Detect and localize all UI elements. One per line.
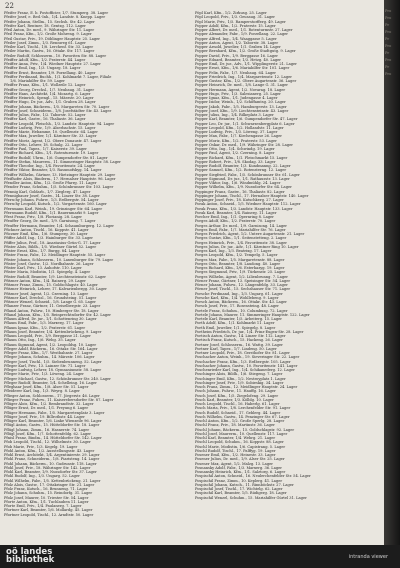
edge-line: Pro <box>385 9 392 13</box>
directory-entry: Pfersmann Rudolf, Kfm., 1/1. Bauernmarkt 9. Lager <box>4 210 99 215</box>
directory-entry: Pfleger Johann, Schuhm., 14. Märzstr. 106. Lager <box>4 355 95 360</box>
directory-entry: Pfeiffer Josef, Schneiderm., 1/8. Josefstädter Str. 43. Lager <box>4 108 112 113</box>
edge-line: Pro <box>385 30 392 34</box>
directory-entry: Posch Leopold, Tischl., 16. Haberlg. 61. Lager <box>195 402 280 406</box>
directory-entry: Pfichner Anton, Tischl., 16. Koppstr. 41. Lager <box>4 227 89 232</box>
directory-entry: Pflaum Josef, Beamter, 1/4. Kettenbrückeng. 9. Lager <box>4 329 102 334</box>
directory-entry: Pfohl Johann, Bäckerm., 10. Gudrunstr. 118. Lager <box>4 461 97 466</box>
directory-entry: Popper Ignaz, Kfm., 1/1. Judengasse 4. Lager <box>195 96 278 100</box>
directory-entry: Pfeiffer Richard, Kfm., 1/1. Rotenturmstr. 19. Lager <box>4 151 99 156</box>
directory-entry: Pfennigbauer Josef, Gastw., 14. Linzer Str. 38. Lager <box>4 193 100 198</box>
directory-entry: Popper Eduard, Beamter, 1/3. Hetzg. 40. Lager <box>195 57 281 62</box>
directory-entry: Portner Karl, Tapez., 1/7. Lindeng. 50. Lager <box>195 346 277 351</box>
directory-entry: Porsch Josef, Priv., 17. Rosensteing. 48. Lager <box>195 304 279 309</box>
directory-entry: Porcher Emil, Ing., 1/1. Opernring 8. Lager <box>195 215 274 219</box>
directory-entry: Popper Hugo, Priv., 1/3. Salesianerg. 25. Lager <box>195 91 281 96</box>
edge-line: Pro <box>385 72 392 76</box>
directory-entry: Pfeiffer Adolf, Kfm., 1/2. Praterstr. 44. Lager <box>4 57 86 62</box>
directory-entry: Pficzner Emil, Kfm., 1/6. Stumperg. 30. Lager <box>4 232 88 236</box>
directory-entry: Popper Ludwig, Priv., 1/3. Löweng. 37. Lager <box>195 130 278 134</box>
directory-entry: Pflieger Franz, Fuhrw., 11. Kaiserebersdorfer Str. 87. Lager <box>4 397 114 402</box>
directory-entry: Pfeuffer Georg, Dr. med., 1/9. Garnisong. 7. Lager <box>4 219 96 224</box>
directory-entry: Porges Karl, Ing., 1/3. Beatrixg. 17. Lager <box>195 249 272 253</box>
directory-entry: Porak Anton, Schneid., 1/5. Wiedner Hauptstr. 112. Lager <box>195 202 301 207</box>
directory-entry: Porges Friedrich, Agent, 1/2. Untere Augartenstr. 21. Lager <box>195 232 305 236</box>
directory-entry: Pfeiler Rudolf, Schlosserm., 10. Favoriten Str. 88. Lager <box>4 53 107 58</box>
directory-entry: Poschl Anton, Kfm., 1/2. Große Sperlg. 28. Lager <box>195 419 285 423</box>
directory-entry: Portisch Franz, Kutsch., 15. Hackeng. 26. Lager <box>195 338 283 343</box>
directory-entry: Pfeiler Martin, Gastw., 16. Ottakr. Str. 117. Lager <box>4 49 95 54</box>
directory-entry: Pfeiffer Otto, Lehrer, 18. Schulg. 22. Lager <box>4 142 83 147</box>
directory-entry: Pflaum Ignaz, Kfm., 1/2. Praterstr. 61. Lager <box>4 325 86 330</box>
directory-entry: Pflaum Sigmund, Agent, 1/2. Leopoldsg. 10. Lager <box>4 342 97 347</box>
directory-entry: Pfolz Alois, Gastw., 17. Ottakringer Str. 21. Lager <box>4 482 95 487</box>
directory-entry: Pfohl Karl, Beamter, 1/9. Nussdorfer Str. 37. Lager <box>4 470 97 474</box>
directory-entry: Pfeiffer Leopold, Fleischh., 1/3. Landstr. Hauptstr. 94. Lager <box>4 121 115 126</box>
directory-entry: Popper Leopold, Kfm., 1/2. Hollandstr. 11. Lager <box>195 125 284 130</box>
directory-entry: Pferschy Leopold, Kutsch., 1/2. Vorgartenstr. 160. Lager <box>4 202 107 207</box>
directory-entry: Pfeiffer Julius, Fabr., 1/2. Taborstr. 52. Lager <box>4 113 86 117</box>
directory-entry: Pfolz Josef, Maurer, 10. Triester Str. 54. Lager <box>4 495 89 500</box>
directory-entry: Porges Wilhelm, Agent, 1/2. Lilienbrunng. 7. Lager <box>195 274 288 279</box>
directory-entry: Pflaum Leopold, Priv., 1/9. Berggasse 21. Lager <box>4 334 91 338</box>
directory-entry: Pfitzner Josef, Agent, 1/2. Czerning. 13. Lager <box>4 291 89 296</box>
directory-entry: Pfitzner Heinrich, Lehrer, 17. Kalvarienbergg. 30. Lager <box>4 287 107 292</box>
directory-entry: Pöschl Josef, Maurerm., 10. Quellenstr. 117. Lager <box>195 431 288 436</box>
directory-entry: Porges Richard, Kfm., 1/6. Esterhazyg. 19. Lager <box>195 266 285 270</box>
directory-entry: Posch Maria, Priv., 1/8. Lerchenfelder Str. 91. Lager <box>195 406 291 411</box>
directory-entry: Pfister Rudolf, Beamter, 1/9. Liechtensteinstr. 62. Lager <box>4 274 106 279</box>
directory-entry: Pfohl Rudolf, Ing., 1/3. Ungarg. 52. Lager <box>4 474 80 479</box>
directory-entry: Pfeiffer Ernst, Beamter, 1/9. Porzellang. 40. Lager <box>4 70 96 75</box>
directory-entry: Pfister Maria, Modistin, 1/1. Spiegelg. 4. Lager <box>4 270 91 275</box>
directory-entry: Pfeiffer Heinrich, Spengl., 15. Märzstr. 20. Lager <box>4 96 94 100</box>
directory-entry: Posch Josef, Kfm., 1/5. Ziegelofeng. 29. Lager <box>195 393 279 398</box>
directory-entry: Popper Felix, Fabr., 1/7. Neubaug. 64. Lager <box>195 70 277 75</box>
adjacent-page-text <box>385 8 391 78</box>
directory-entry: Pfeiffer Emil, Ing., 1/3. Ungarg. 18. Lager <box>4 66 81 71</box>
directory-entry: Pfeil Gustav, Priv., 19. Döblinger Hauptstr. 25. Lager <box>4 36 101 41</box>
directory-entry: Pospischil Wenzel, Schuhm., 15. Mariahilfer Gürtel 31. Lager <box>195 495 307 500</box>
directory-entry: Posener Max, Agent, 1/2. Malzg. 13. Lager <box>195 461 273 466</box>
directory-entry: Porges Max, Fabr., 1/5. Margaretenstr. 88. Lager <box>195 257 285 262</box>
directory-entry: Pörner Johann, Fuhrw., 12. Längenfeldg. 33. Lager <box>195 283 288 287</box>
directory-entry: Pfeiffer Paul, Tapez., 1/7. Kaiserstr. 39. Lager <box>4 147 87 151</box>
directory-entry: Popper Wilhelm, Kfm., 1/9. Nussdorfer Str. 64. Lager <box>195 185 292 190</box>
directory-entry: Pfolz Johann, Schuhm., 15. Reindorfg. 31. Lager <box>4 491 93 496</box>
directory-entry: Posch Johann, Fuhrw., 11. Hauffg. 16. Lager <box>195 389 276 394</box>
directory-entry: Pfeifer Karl, Rentner, 18. Gentzg. 112. Lager <box>4 23 86 28</box>
directory-entry: Pfiffer Adolf, Ing., 1/3. Hainburger Str. 33. Lager <box>4 236 93 241</box>
directory-entry: Popper Alexander, Fabr., 1/9. Porzellang. 22. Lager <box>195 32 288 37</box>
directory-entry: Pöschl Marie, Modistin, 1/6. Capistrang. 5. Lager <box>195 444 286 449</box>
directory-entry: Popper Albert, Dr. med., 1/1. Rotenturmstr. 27. Lager <box>195 28 293 32</box>
directory-entry: Pöschl Leopold, Schuhm., 16. Koppstr. 88. Lager <box>195 440 284 445</box>
edge-line: Pro <box>385 58 392 62</box>
directory-entry: Popper Julius, Ing., 1/4. Rilkeplatz 3. Lager <box>195 113 274 117</box>
directory-entry: Pörner Franz, Gärtner, 13. Speisinger Str. 54. Lager <box>195 278 291 283</box>
directory-entry: Pfeiffer Moriz, Agent, 1/2. Obere Donaustr. 47. Lager <box>4 138 102 143</box>
directory-entry: Pfleger Josef, Tischl., 1/5. Siebenbrunneng. 52. Lager <box>4 359 102 364</box>
directory-entry: Posener Emil, Kfm., 1/2. Heinestr. 33. Lager <box>195 453 276 457</box>
right-column <box>195 11 380 539</box>
edge-line: Pro <box>385 16 392 20</box>
directory-entry: Pöpl Leopold, Priv., 1/3. Geusaug. 31. Lager <box>195 15 276 20</box>
directory-entry: Pflaum Emil, Fabr., 1/3. Marxerg. 17. Lager <box>4 321 84 326</box>
viewer-footer <box>0 545 400 568</box>
directory-entry: Porak Karl, Beamter, 1/4. Rainerg. 11. Lager <box>195 210 277 215</box>
directory-entry: Portisch Anton, Gastw., 14. Linzer Str. 112. Lager <box>195 334 286 338</box>
directory-entry: Pöschl Johann, Bäckerm., 15. Goldschlagstr. 92. Lager <box>195 427 295 432</box>
directory-entry: Pfeiffer Hugo, Dr. jur., Adv., 1/1. Graben 28. Lager <box>4 100 96 105</box>
directory-entry: Pfohl Franz, Schneiderm., 1/8. Piaristeng. 14. Lager <box>4 457 100 462</box>
directory-entry: Pflüger Hermann, Fabr., 1/5. Margaretenplatz 3. Lager <box>4 410 105 415</box>
directory-entry: Pfeiffer Karl, Gastw., 16. Thaliastr. 36. Lager <box>4 117 86 122</box>
directory-entry: Popper Bernhard, Kfm., 1/2. Große Stadtgutg. 9. Lager <box>195 49 296 54</box>
directory-entry: Posch Karl, Beamter, 1/3. Kölblg. 10. Lager <box>195 397 274 402</box>
directory-entry: Pfendler Anton, Kfm., 1/2. Große Pfarrg. 11. Lager <box>4 181 97 185</box>
directory-entry: Pferschy Johann, Fuhrw., 1/3. Erdbergstr. 54. Lager <box>4 198 99 202</box>
directory-entry: Poppinger Johann, Tischl., 17. Hernalser Hauptstr. 140. Lager <box>195 193 309 198</box>
directory-entry: Popper Samuel, Kfm., 1/2. Rotensterng. 12. Lager <box>195 168 287 173</box>
directory-entry: Pospischil Karl, Beamter, 1/5. Rüdigerg. 18. Lager <box>195 491 287 496</box>
directory-entry: Pospischil Johann, Kutsch., 11. Rinnböckstr. 27. Lager <box>195 482 294 487</box>
directory-entry: Poschenrieder Karl, Ing., 1/4. Schikanederg. 12. Lager <box>195 368 295 372</box>
directory-entry: Pflieger Anton, Schlosserm., 17. Jörgerstr. 46. Lager <box>4 393 100 398</box>
directory-entry: Pfister Alois, Bildh., 1/5. Wiedner Gürtel 52. Lager <box>4 244 97 249</box>
directory-entry: Porges Julius, Dr. jur., Adv., 1/1. Kärntner Ring 10. Lager <box>195 244 299 249</box>
directory-entry: Posnansky Heinrich, Kfm., 1/1. Salztorg. 6. Lager <box>195 470 286 474</box>
directory-entry: Pforte Emil, Priv., 1/4. Paulanerg. 7. Lager <box>4 504 82 508</box>
directory-entry: Popper Jakob, Fabr., 1/5. Hamburgerstr. 13. Lager <box>195 104 287 109</box>
edge-line: Pr <box>385 51 390 55</box>
edge-line: Pr <box>385 23 390 27</box>
directory-entry: Porsche Ferdinand, Ing., 1/3. Ungarg. 61. Lager <box>195 291 283 296</box>
directory-entry: Poschacher Johann, Gastw., 10. Favoritenstr. 141. Lager <box>195 363 298 368</box>
directory-entry: Pfeiffer Marie, Hebamme, 10. Quellenstr. 64. Lager <box>4 130 99 134</box>
directory-entry: Pfeifer Johann, Stellm., 15. Sechsh. Str. 42. Lager <box>4 19 95 24</box>
directory-entry: Pfleger Ludwig, Lehrer, 18. Gymnasiumstr. 58. Lager <box>4 368 102 372</box>
directory-entry: Pfennig Karl, Goldarb., 1/7. Zieglerg. 47. Lager <box>4 189 91 194</box>
directory-entry: Pfleger Franz, Kfm., 1/7. Westbahnstr. 27. Lager <box>4 351 93 355</box>
directory-entry: Pfest Franz, Priv., 1/8. Florianig. 28. Lager <box>4 215 82 219</box>
directory-entry: Popper Oskar, Dr. med., 1/9. Währinger Str. 28. Lager <box>195 142 293 147</box>
directory-entry: Pflüger Josef, Priv., 19. Billrothstr. 44. Lager <box>4 414 85 419</box>
directory-entry: Portele Johann, Maurer, 11. Simmeringer Hauptstr. 122. Lager <box>195 312 310 317</box>
directory-entry: Pfister Ernst, Kfm., 1/7. Burgg. 84. Lager <box>4 249 80 253</box>
directory-entry: Portner Josef, Schlosserm., 16. Wattg. 39. Lager <box>195 342 283 347</box>
directory-entry: Portner Leopold, Priv., 18. Gersthofer Str. 81. Lager <box>195 351 290 355</box>
directory-entry: Popper Emil, Dr. jur., Adv., 1/1. Wipplingerstr. 21. Lager <box>195 62 297 66</box>
directory-entry: Pfeiffer Max, Juwelier, 1/1. Kärntner Str. 33. Lager <box>4 134 97 139</box>
directory-entry: Popper Paul, Agent, 1/2. Czerning. 8. Lager <box>195 151 275 156</box>
directory-entry: Pfitzner Wenzel, Schneid., 1/8. Lange G. 65. Lager <box>4 300 96 304</box>
directory-entry: Pfeiffer Stefan, Maurerm., 11. Simmeringer Hauptstr. 58. Lager <box>4 159 121 164</box>
directory-entry: Porges Adolf, Kfm., 1/2. Praterstr. 70. Lager <box>195 219 276 224</box>
directory-entry: Pfnisl Franz, Bindm., 14. Hütteldorfer Str. 142. Lager <box>4 436 102 440</box>
directory-entry: Pfohl Anton, Kfm., 1/2. Ausstellungsstr. 43. Lager <box>4 448 95 453</box>
directory-entry: Pfeiler Karl, Tischl., 1/8. Lerchenf. Str. 33. Lager <box>4 45 94 49</box>
directory-entry: Popper Adolf, Kfm., 1/2. Praterstr. 15. Lager <box>195 23 276 28</box>
left-column <box>4 11 189 539</box>
directory-entry: Pöpl Marie, Priv., 1/5. Ramperstorfferg. 49. Lager <box>195 19 286 24</box>
directory-entry: Pfitzner Karl, Drechsl., 16. Grundsteing. 51. Lager <box>4 295 97 300</box>
directory-entry: Pfersmann Karl, Weinh., 19. Grinzinger Str. 64. Lager <box>4 206 103 211</box>
directory-entry: Pfister Josef, Gastw., 1/2. Nordbahnstr. 26. Lager <box>4 261 94 266</box>
directory-entry: Pfleger Rudolf, Beamter, 1/4. Schelleing. 16. Lager <box>4 380 97 385</box>
directory-entry: Pflügl Anton, Gastw., 15. Hütteldorfer Str. 18. Lager <box>4 423 100 428</box>
directory-entry: Posnansky Adolf, Fabr., 1/3. Marxerg. 36. Lager <box>195 465 282 470</box>
adjacent-page-edge <box>384 0 400 545</box>
directory-entry: Pfeiffer Wilhelm, Gärtner, 13. Hietzinger Hauptstr. 29. Lager <box>4 172 116 177</box>
directory-entry: Porth Adolf, Kfm., 1/1. Kohlmarkt 11. Lager <box>195 321 275 326</box>
directory-entry: Pfohl Josef, Priv., 18. Währinger Str. 142. Lager <box>4 465 91 470</box>
directory-entry: Porges Emil, Fabr., 1/7. Mariahilfer Str. 76. Lager <box>195 227 286 232</box>
directory-entry: Porsch Anton, Bäckerm., 16. Ottakr. Str. 43. Lager <box>195 300 287 304</box>
edge-line: Pro <box>385 44 392 48</box>
directory-entry: Popper Leo, Dr. jur., 1/1. Schwarzenbergplatz 6. Lager <box>195 121 295 126</box>
directory-entry: Popper Alfred, Ing., 1/4. Waaggasse 5. Lager <box>195 36 277 41</box>
directory-entry: Portele Franz, Schuhm., 10. Columbusg. 72. Lager <box>195 308 288 313</box>
directory-entry: Pöschl Franz, Priv., 18. Martinstr. 36. Lager <box>195 423 275 428</box>
directory-entry: Pfolz Franz, Kutsch., 16. Brunneng. 71. Lager <box>4 487 88 491</box>
directory-entry: Pfob Leopold, Tischl., 12. Wilhelmstr. 30. Lager <box>4 440 91 445</box>
directory-entry: Popper Isidor, Weinh., 1/2. Schiffamtsg. 20. Lager <box>195 100 286 105</box>
directory-entry: Popper Viktor, Ing., 1/6. Windmühlg. 24. Lager <box>195 181 281 185</box>
directory-entry: Pfleger Adolf, Bäckerm., 16. Ottakr. Str. 164. Lager <box>4 346 98 351</box>
directory-entry: Porth Emil, Juwelier, 1/1. Spiegelg. 8. Lager <box>195 325 276 330</box>
directory-entry: Popper David, Priv., 1/9. Berggasse 16. Lager <box>195 53 278 58</box>
directory-entry: Pfeiffer Ludwig, Priv., 1/9. Alserbachstr. 15. Lager <box>4 125 96 130</box>
directory-entry: Pospischil Josef, Tischl., 17. Wichtelg. 62. Lager <box>195 487 283 491</box>
directory-entry: Popper Richard, Kfm., 1/1. Fleischmarkt 15. Lager <box>195 155 288 160</box>
directory-entry: Porges Otto, Beamter, 1/8. Laudong. 40. Lager <box>195 261 281 266</box>
directory-entry: Porges Gustav, Kfm., 1/1. Seitenstetteng. 2. Lager <box>195 236 287 241</box>
directory-entry: Popper Siegfried, Fabr., 1/5. Schönbrunner Str. 61. Lager <box>195 172 300 177</box>
directory-entry: Popper Josef, Kfm., 1/9. Liechtensteinstr. 43. Lager <box>195 108 289 113</box>
directory-entry: Pfeiffer Anna, Priv., 1/4. Wiedner Hauptstr. 27. Lager <box>4 62 101 66</box>
directory-entry: Popper Karl, Beamter, 1/6. Gumpendorfer Str. 47. Lager <box>195 117 298 122</box>
directory-entry: Pforte Anton, Kfm., 1/1. Tuchlauben 11. Lager <box>4 499 89 504</box>
directory-entry: Poschinger Josef, Priv., 1/9. Sobieskig. 34. Lager <box>195 380 284 385</box>
directory-entry: Popper Arnold, Juwelier, 1/1. Graben 14. Lager <box>195 45 281 49</box>
directory-entry: Pöschl Rudolf, Tischl., 17. Palffyg. 19. Lager <box>195 448 276 453</box>
directory-entry: Pfeiffer Viktor, Beamter, 1/3. Rasumofskyg. 14. Lager <box>4 168 102 173</box>
directory-entry: Pospischil Anton, Schneid., 16. Neulerchenfelder Str. 54. Lager <box>195 474 311 479</box>
directory-entry: Pfleger Karl, Priv., 13. Lainzer Str. 71. Lager <box>4 363 86 368</box>
directory-entry: Popper Friedrich, Ing., 1/4. Margaretenstr. 12. Lager <box>195 74 292 79</box>
directory-entry: Pfeifer Josef, e. Bed.-Inh., 1/4. Landstr. 8. Knepp. Lager <box>4 15 106 20</box>
directory-entry: Porges Siegmund, Priv., 1/9. Türkenstr. 25. Lager <box>195 270 286 275</box>
page-number: 22 <box>5 2 14 10</box>
edge-line: Pr <box>385 37 390 41</box>
directory-entry: Pospischil Franz, Zimm., 10. Keplerg. 41. Lager <box>195 478 283 483</box>
directory-entry: Pfeiffer Georg, Drechsl., 1/7. Neubaug. 31. Lager <box>4 87 95 92</box>
directory-entry: Pfiffer Julius, Prof., 18. Anastasius-Grün-G. 17. Lager <box>4 240 101 245</box>
directory-entry: Pfeiffer Theodor, Ing., 1/4. Favoritenstr. 24. Lager <box>4 164 95 168</box>
directory-entry: Posch Rudolf, Schneid., 17. Geblerg. 44. Lager <box>195 410 281 415</box>
directory-entry: Pöpl Karl, Kfm., 1/2. Zirkusg. 25. Lager <box>195 11 267 15</box>
directory-entry: Portele Karl, Beamter, 1/5. Arbeiterg. 15. Lager <box>195 317 282 321</box>
directory-entry: Pfeiffer Franz, Kfm., 1/1. Wollzeile 12. Lager <box>4 83 86 88</box>
directory-entry: Pfister Johann, Schlosserm., 10. Laxenburger Str. 79. Lager <box>4 257 114 262</box>
directory-entry: Poppinger Franz, Gastw., 16. Thaliastr. 82. Lager <box>195 189 285 194</box>
directory-entry: Pflüger Karl, Beamter, 1/6. Linke Wienzeile 96. Lager <box>4 419 102 423</box>
directory-entry: Pfeifhofer Alois, Binderm., 17. Hernalser Hauptstr. 96. Lager <box>4 176 116 181</box>
directory-entry: Pfeifer Franz, E. b. Postofficier, 1/7. Stumperg. 38. Lager <box>4 11 109 15</box>
directory-entry: Posch Wilhelm, Gastw., 14. Penzinger Str. 67. Lager <box>195 414 290 419</box>
directory-entry: Poschinger Emil, Kfm., 1/2. Nestroyplatz 1. Lager <box>195 376 286 381</box>
directory-entry: Pfleiderer Karl, Ing., 1/3. Weyrg. 8. Lager <box>4 389 80 394</box>
directory-entry: Pflaum Otto, Ing., 1/6. Webg. 35. Lager <box>4 338 76 343</box>
directory-entry: Pfohl Wilhelm, Fabr., 1/5. Kettenbrückeng. 21. Lager <box>4 478 101 483</box>
logo-line-1: oö landes <box>6 547 53 557</box>
directory-entry: Porak Franz, Kfm., 1/3. Landstr. Hauptstr. 133. Lager <box>195 206 293 211</box>
directory-entry: Pflüger Alois, Kfm., 1/2. Rembrandtstr. 32. Lager <box>4 402 94 406</box>
directory-entry: Pfeil Franz, Kfm., 1/2. Große Mohreng. 9. Lager <box>4 32 92 37</box>
directory-entry: Popper Hermann, Agent, 1/2. Novarag. 18. Lager <box>195 87 286 92</box>
directory-entry: Pfob Marie, Priv., 1/3. Kegelg. 19. Lager <box>4 444 78 449</box>
directory-entry: Popper Ernst, Kfm., 1/6. Mariahilfer Str. 101. Lager <box>195 66 290 71</box>
directory-entry: Popper Robert, Priv., 1/8. Skodag. 33. Lager <box>195 159 276 164</box>
directory-entry: Popper Moriz, Kfm., 1/2. Praterstr. 53. Lager <box>195 138 277 143</box>
directory-entry: Posch Franz, Zimm., 12. Meidlinger Hauptstr. 24. Lager <box>195 385 298 389</box>
directory-entry: Pfister Franz, Fabr., 12. Meidlinger Hauptstr. 55. Lager <box>4 253 106 258</box>
directory-entry: Popper Gustav, Kfm., 1/2. Obere Augartenstr. 36. Lager <box>195 79 297 83</box>
directory-entry: Pfeiffer Johann, Bäckerm., 1/5. Margareten Str. 70. Lager <box>4 104 110 109</box>
directory-entry: Pfleger Michael, Gastw., 12. Schönbrunner Str. 240. Lager <box>4 376 111 381</box>
directory-entry: Pfleghaar Josef, Kfm., 1/8. Alser Str. 51. Lager <box>4 385 89 389</box>
directory-entry: Popper Max, Fabr., 1/7. Kirchengasse 26. Lager <box>195 134 282 139</box>
directory-entry: Pflüger Ernst, Dr. med., 1/1. Freyung 6. Lager <box>4 406 89 411</box>
directory-entry: Pfister Karl, Priv., 13. Auhofstr. 110. Lager <box>4 266 82 270</box>
directory-entry: Pfortner Karl, Beamter, 1/6. Mollardg. 45. Lager <box>4 508 93 513</box>
directory-entry: Poschacher Anton, Weinh., 19. Sieveringer Str. 22. Lager <box>195 355 300 360</box>
directory-entry: Pfeiffer Rudolf, Uhrm., 1/6. Gumpendorfer Str. 81. Lager <box>4 155 108 160</box>
directory-entry: Pflügl Josef, Kfm., 1/7. Schottenfeldg. 62. Lager <box>4 431 92 436</box>
directory-entry: Porges Arthur, Dr. med., 1/9. Garnisong. 14. Lager <box>195 223 288 228</box>
directory-entry: Portheim Friedrich, Dr. jur., 1/4. Prinz-Eugen-Str. 28. Lager <box>195 329 304 334</box>
edge-line: Pr <box>385 65 390 69</box>
directory-entry: Pöschl Karl, Beamter, 1/4. Wehrg. 21. Lager <box>195 436 276 440</box>
library-logo[interactable] <box>6 548 54 564</box>
directory-entry: Popper Sigmund, Dr. jur., 1/1. Rathausstr. 13. Lager <box>195 176 290 181</box>
directory-entry: Pflügl Johann, Zimm., 16. Hasnerstr. 74. Lager <box>4 427 90 432</box>
directory-entry: 1/6. Mariahilfer Str. 59. Lager <box>10 79 65 83</box>
directory-entry: Pfitzner Anton, Kfm., 1/4. Rainerg. 29. Lager <box>4 278 86 283</box>
directory-entry: Pfeiffer Hans, Architekt, 1/4. Mozartg. 6. Lager <box>4 91 91 96</box>
directory-entry: Porges Leopold, Kfm., 1/2. Tempelg. 5. Lager <box>195 253 278 258</box>
directory-entry: Popper Heinrich, Dr. med., 1/8. Lange G. 31. Lager <box>195 83 289 88</box>
directory-entry: Pfeiler Josef, Zimm., 1/3. Rennweg 61. Lager <box>4 40 86 45</box>
directory-entry: Pfeuffer Hermann, Beamter, 1/4. Schaumburgerg. 12. Lager <box>4 223 114 228</box>
directory-entry: Pflanzer Franz, Gärtner, 11. Geiselbergstr. 23. Lager <box>4 304 101 309</box>
directory-entry: Posener Julius, Dr. med., 1/9. Alser Str. 25. Lager <box>195 457 285 462</box>
directory-entry: Pflaum Alfred, Dr. jur., 1/1. Schottenring 30. Lager <box>4 317 97 321</box>
directory-entry: Popper Otto, Ing., 1/4. Schwindg. 19. Lager <box>195 147 275 151</box>
directory-entry: Poppinger Josef, Priv., 18. Kutschkerg. 27. Lager <box>195 198 284 202</box>
directory-entry: Pfeiffer Ferdinand, Buchh., 1/1. Kohlmarkt 7. Lager, Filiale <box>4 74 112 79</box>
directory-entry: Popper Anton, Agent, 1/2. Taborstr. 38. Lager <box>195 40 279 45</box>
directory-entry: Porsche Karl, Kfm., 1/4. Wohllebeng. 9. Lager <box>195 295 279 300</box>
viewer-label[interactable]: intranda viewer <box>348 554 388 560</box>
directory-entry: Poschinger Alois, Bildh., 1/6. Stiegeng. 7. Lager <box>195 372 283 377</box>
logo-line-2: bibliothek <box>6 555 55 565</box>
directory-entry: Pflanzl Anton, Fuhrw., 10. Himberger Str. 18. Lager <box>4 308 99 313</box>
directory-entry: Pfeil Anton, Dr. med., 9. Währinger Str. 11. Lager <box>4 28 95 32</box>
directory-entry: Popper Rudolf, Beamter, 1/3. Kundmanng. 22. Lager <box>195 164 291 168</box>
directory-entry: Porges Heinrich, Priv., 1/4. Favoritenstr. 38. Lager <box>195 240 287 245</box>
directory-entry: Pörner Josef, Tischl., 15. Sechshauser Str. 71. Lager <box>195 287 291 292</box>
directory-entry: Pflanzl Johann, Kfm., 1/5. Reinprechtsdorfer Str. 42. Lager <box>4 312 111 317</box>
directory-entry: Poschacher Franz, Kfm., 1/3. Erdbergstr. 105. Lager <box>195 359 291 364</box>
directory-entry: Pfleger Marie, Priv., 1/3. Löweng. 24. Lager <box>4 372 84 377</box>
directory-entry: Pfender Franz, Schuhm., 1/5. Schönbrunner Str. 103. Lager <box>4 185 114 190</box>
directory-entry: Pfitzner Franz, Zimm., 15. Goldschlagstr. 40. Lager <box>4 283 98 287</box>
directory-entry: Pfohl Ernst, Architekt, 1/4. Argentinierstr. 29. Lager <box>4 453 100 457</box>
directory-entry: Pfortner Leopold, Tischl., 12. Arndtstr. 50. Lager <box>4 512 94 517</box>
